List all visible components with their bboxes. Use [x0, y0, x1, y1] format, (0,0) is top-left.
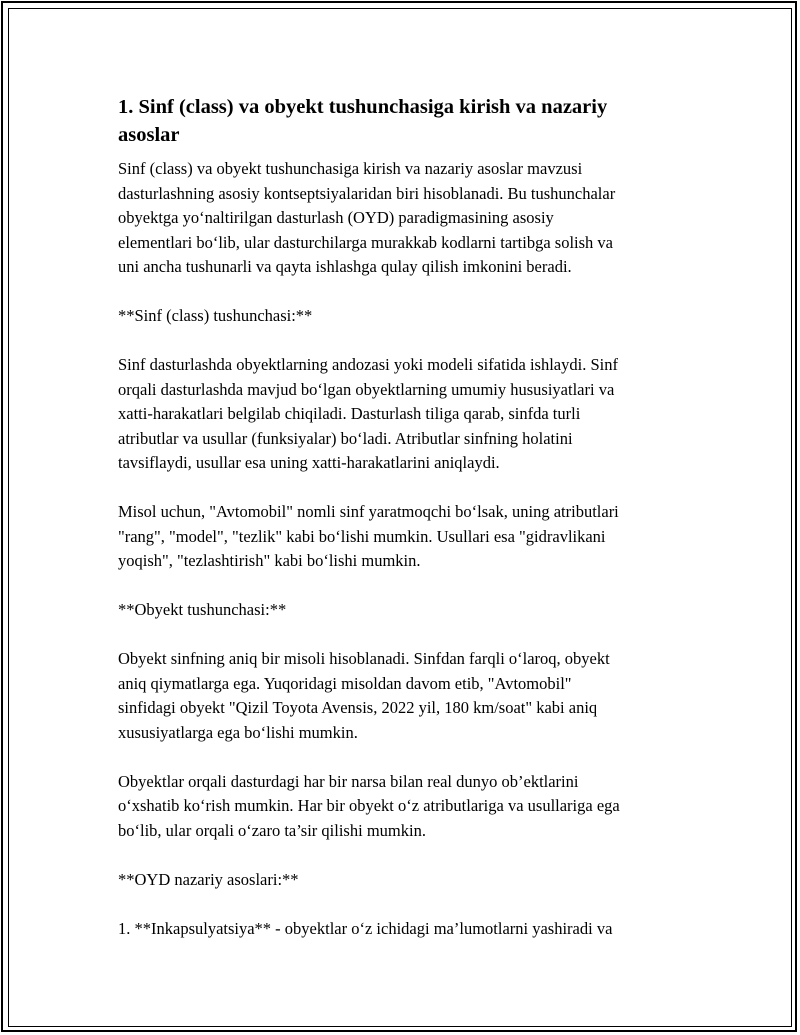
- paragraph-class-definition: Sinf dasturlashda obyektlarning andozasi yoki modeli sifatida ishlaydi. Sinf orqali dasturlashda mavjud bo‘lgan obyektlarning umumiy hususiyatlari va xatti-harakatlari belgilab chiqiladi. Dasturlash tiliga qarab, sinfda turli atributlar va usullar (funksiyalar) bo‘ladi. Atributlar sinfning holatini tavsiflaydi, usullar esa uning xatti-harakatlarini aniqlaydi.: [118, 355, 618, 472]
- subheading-oop-foundations: **OYD nazariy asoslari:**: [118, 869, 299, 889]
- subheading-class-concept: **Sinf (class) tushunchasi:**: [118, 306, 313, 325]
- subheading-object-concept: **Obyekt tushunchasi:**: [118, 600, 287, 619]
- section-heading: 1. Sinf (class) va obyekt tushunchasiga kirish va nazariy asoslar: [118, 96, 608, 146]
- paragraph-intro: Sinf (class) va obyekt tushunchasiga kirish va nazariy asoslar mavzusi dasturlashning asosiy kontseptsiyalaridan biri hisoblanadi. Bu tushunchalar obyektga yo‘naltirilgan dasturlash (OYD) paradigmasining asosiy elementlari bo‘lib, ular dasturchilarga murakkab kodlarni tartibga solish va uni ancha tushunarli va qayta ishlashga qulay qilish imkonini beradi.: [118, 159, 616, 276]
- paragraph-object-realworld: Obyektlar orqali dasturdagi har bir narsa bilan real dunyo ob’ektlarini o‘xshatib ko‘rish mumkin. Har bir obyekt o‘z atributlariga va usullariga ega bo‘lib, ular orqali o‘zaro ta’sir qilishi mumkin.: [118, 771, 620, 840]
- document-body: [118, 93, 693, 966]
- paragraph-object-definition: Obyekt sinfning aniq bir misoli hisoblanadi. Sinfdan farqli o‘laroq, obyekt aniq qiymatlarga ega. Yuqoridagi misoldan davom etib, "Avtomobil" sinfidagi obyekt "Qizil Toyota Avensis, 2022 yil, 180 km/soat" kabi aniq xususiyatlarga ega bo‘lishi mumkin.: [118, 649, 610, 742]
- list-item-encapsulation: 1. **Inkapsulyatsiya** - obyektlar o‘z ichidagi ma’lumotlarni yashiradi va: [118, 918, 613, 938]
- paragraph-class-example: Misol uchun, "Avtomobil" nomli sinf yaratmoqchi bo‘lsak, uning atributlari "rang", "model", "tezlik" kabi bo‘lishi mumkin. Usullari esa "gidravlikani yoqish", "tezlashtirish" kabi bo‘lishi mumkin.: [118, 502, 619, 570]
